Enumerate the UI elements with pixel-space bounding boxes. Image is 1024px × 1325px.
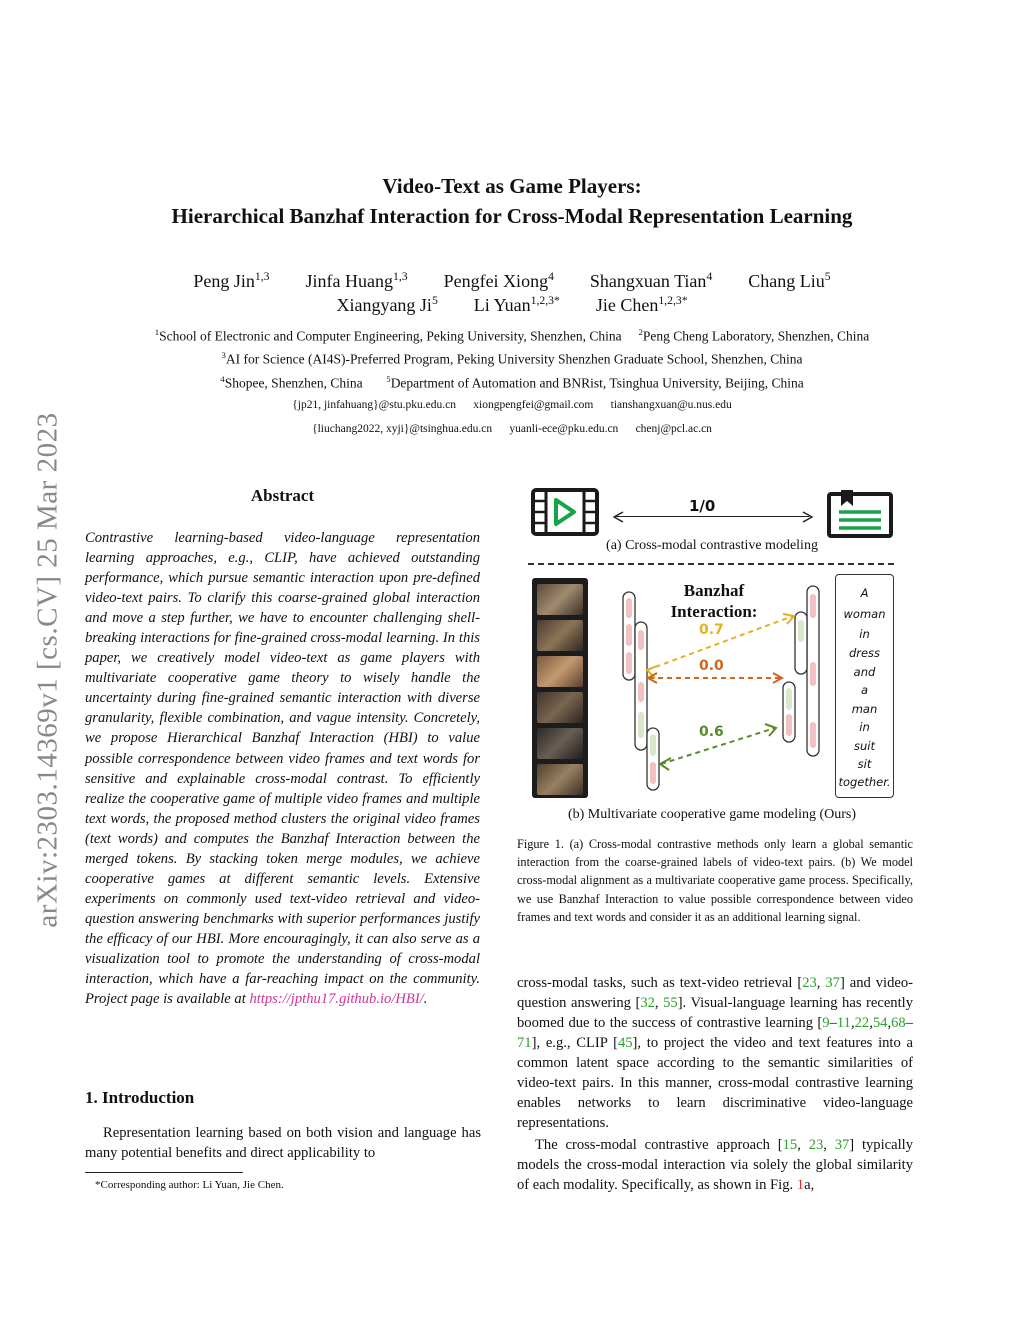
intro-paragraph: Representation learning based on both vision and language has many potential benefits and direct applicability to (85, 1125, 481, 1161)
right-paragraph-1: cross-modal tasks, such as text-video retrieval [23, 37] and video-question answering [32, 55]. Visual-language learning has recently boomed due to the success of contrastive learning [9–11,22,54,68–71], e.g., CLIP [45], to project the video and text features into a common latent space according to the semantic similarities of video-text pairs. In this manner, cross-modal contrastive learning enables networks to learn discriminative video-language representations. (517, 975, 914, 1131)
figure-divider (528, 563, 894, 565)
text-word: a (860, 683, 869, 697)
footnote-divider (85, 1172, 243, 1173)
banzhaf-label: Banzhaf Interaction: (670, 581, 758, 621)
emails-line2: {liuchang2022, xyji}@tsinghua.edu.cn yuanli-ece@pku.edu.cn chenj@pcl.ac.cn (312, 423, 712, 435)
author: Pengfei Xiong$^4$ (443, 270, 554, 291)
text-word: suit (854, 739, 875, 753)
video-frame (537, 620, 583, 651)
video-frame (537, 764, 583, 795)
arxiv-stamp (18, 360, 78, 980)
project-page-link[interactable]: https://jpthu17.github.io/HBI/ (249, 991, 424, 1008)
video-frame (537, 692, 583, 723)
figure-1b (517, 572, 917, 827)
affiliation-line3: $^4$Shopee, Shenzhen, China $^5$Department of Automation and BNRist, Tsinghua University, Beijing, China (220, 374, 804, 391)
subcaption-b: (b) Multivariate cooperative game modeling (Ours) (567, 807, 857, 822)
text-word: A (860, 586, 869, 600)
subcaption-a: (a) Cross-modal contrastive modeling (606, 538, 818, 553)
author: Peng Jin$^{1,3}$ (193, 270, 270, 291)
abstract-heading: Abstract (250, 486, 315, 505)
text-word: woman (843, 607, 886, 621)
global-score: 1/0 (689, 497, 716, 515)
emails-line1: {jp21, jinfahuang}@stu.pku.edu.cn xiongpengfei@gmail.com tianshangxuan@u.nus.edu (292, 399, 732, 411)
video-icon (531, 488, 599, 536)
intro-heading: 1. Introduction (85, 1088, 195, 1107)
right-paragraph-2: The cross-modal contrastive approach [15, 23, 37] typically models the cross-modal interaction via solely the global similarity of each modality. Specifically, as shown in Fig. 1a, (517, 1137, 914, 1193)
text-word: in (859, 720, 870, 734)
authors-line2 (0, 294, 1024, 316)
text-word: sit (857, 757, 872, 771)
figure-caption: Figure 1. (a) Cross-modal contrastive methods only learn a global semantic interaction from the coarse-grained labels of video-text pairs. (b) We model cross-modal alignment as a multivariate cooperative game process. Specifically, we use Banzhaf Interaction to value possible correspondence between video frames and text words and consider it as an additional learning signal. (517, 837, 913, 924)
video-frame (537, 656, 583, 687)
score-0.6: 0.6 (699, 724, 724, 740)
author: Li Yuan$^{1,2,3*}$ (473, 294, 560, 315)
video-frame (537, 584, 583, 615)
abstract-body: Contrastive learning-based video-language representation learning approaches, e.g., CLIP, have achieved outstanding performance, which pursue semantic interaction upon pre-defined video-text pairs. To clarify this coarse-grained global interaction and move a step further, we have to encounter challenging shell-breaking interactions for fine-grained cross-modal learning. In this paper, we creatively model video-text as game players with multivariate cooperative game theory to wisely handle the uncertainty during fine-grained semantic interaction with diverse granularity, flexible combination, and vague intensity. Concretely, we propose Hierarchical Banzhaf Interaction (HBI) to value possible correspondence between video frames and text words for sensitive and explainable cross-modal contrast. To efficiently realize the cooperative game of multiple video frames and multiple text words, the proposed method clusters the original video frames (text words) and computes the Banzhaf Interaction between the merged tokens. By stacking token merge modules, we achieve cooperative games at different semantic levels. Extensive experiments on commonly used text-video retrieval and video-question answering benchmarks with superior performances justify the efficacy of our HBI. More encouragingly, it can also serve as a visualization tool to promote the understanding of cross-modal interaction, which have a far-reaching impact on the community. Project page is available at https://jpthu17.github.io/HBI/. (85, 530, 480, 1008)
text-document-icon (827, 488, 893, 538)
author: Jinfa Huang$^{1,3}$ (305, 270, 408, 291)
author: Jie Chen$^{1,2,3*}$ (595, 294, 688, 315)
paper-title-line2: Hierarchical Banzhaf Interaction for Cross-Modal Representation Learning (171, 204, 853, 228)
text-word: dress (848, 646, 881, 660)
author: Shangxuan Tian$^4$ (589, 270, 713, 291)
footnote: *Corresponding author: Li Yuan, Jie Chen. (95, 1179, 284, 1191)
text-caption-box (835, 574, 894, 798)
arxiv-id: arXiv:2303.14369v1 [cs.CV] 25 Mar 2023 (31, 412, 64, 928)
affiliation-line1: $^1$School of Electronic and Computer Engineering, Peking University, Shenzhen, China $^2$Peng Cheng Laboratory, Shenzhen, China (154, 327, 870, 344)
paper-title-line1: Video-Text as Game Players: (382, 174, 642, 198)
video-frames-strip (532, 578, 588, 798)
text-word: together. (838, 775, 891, 789)
video-frame (537, 728, 583, 759)
author: Chang Liu$^5$ (748, 270, 831, 291)
text-word: man (851, 702, 878, 716)
affiliation-line2: $^3$AI for Science (AI4S)-Preferred Program, Peking University Shenzhen Graduate School, Shenzhen, China (221, 350, 803, 367)
score-0.7: 0.7 (699, 622, 724, 638)
text-word: in (859, 627, 870, 641)
authors-line1 (0, 270, 1024, 292)
score-0.0: 0.0 (699, 658, 724, 674)
author: Xiangyang Ji$^5$ (336, 294, 438, 315)
text-word: and (853, 665, 876, 679)
